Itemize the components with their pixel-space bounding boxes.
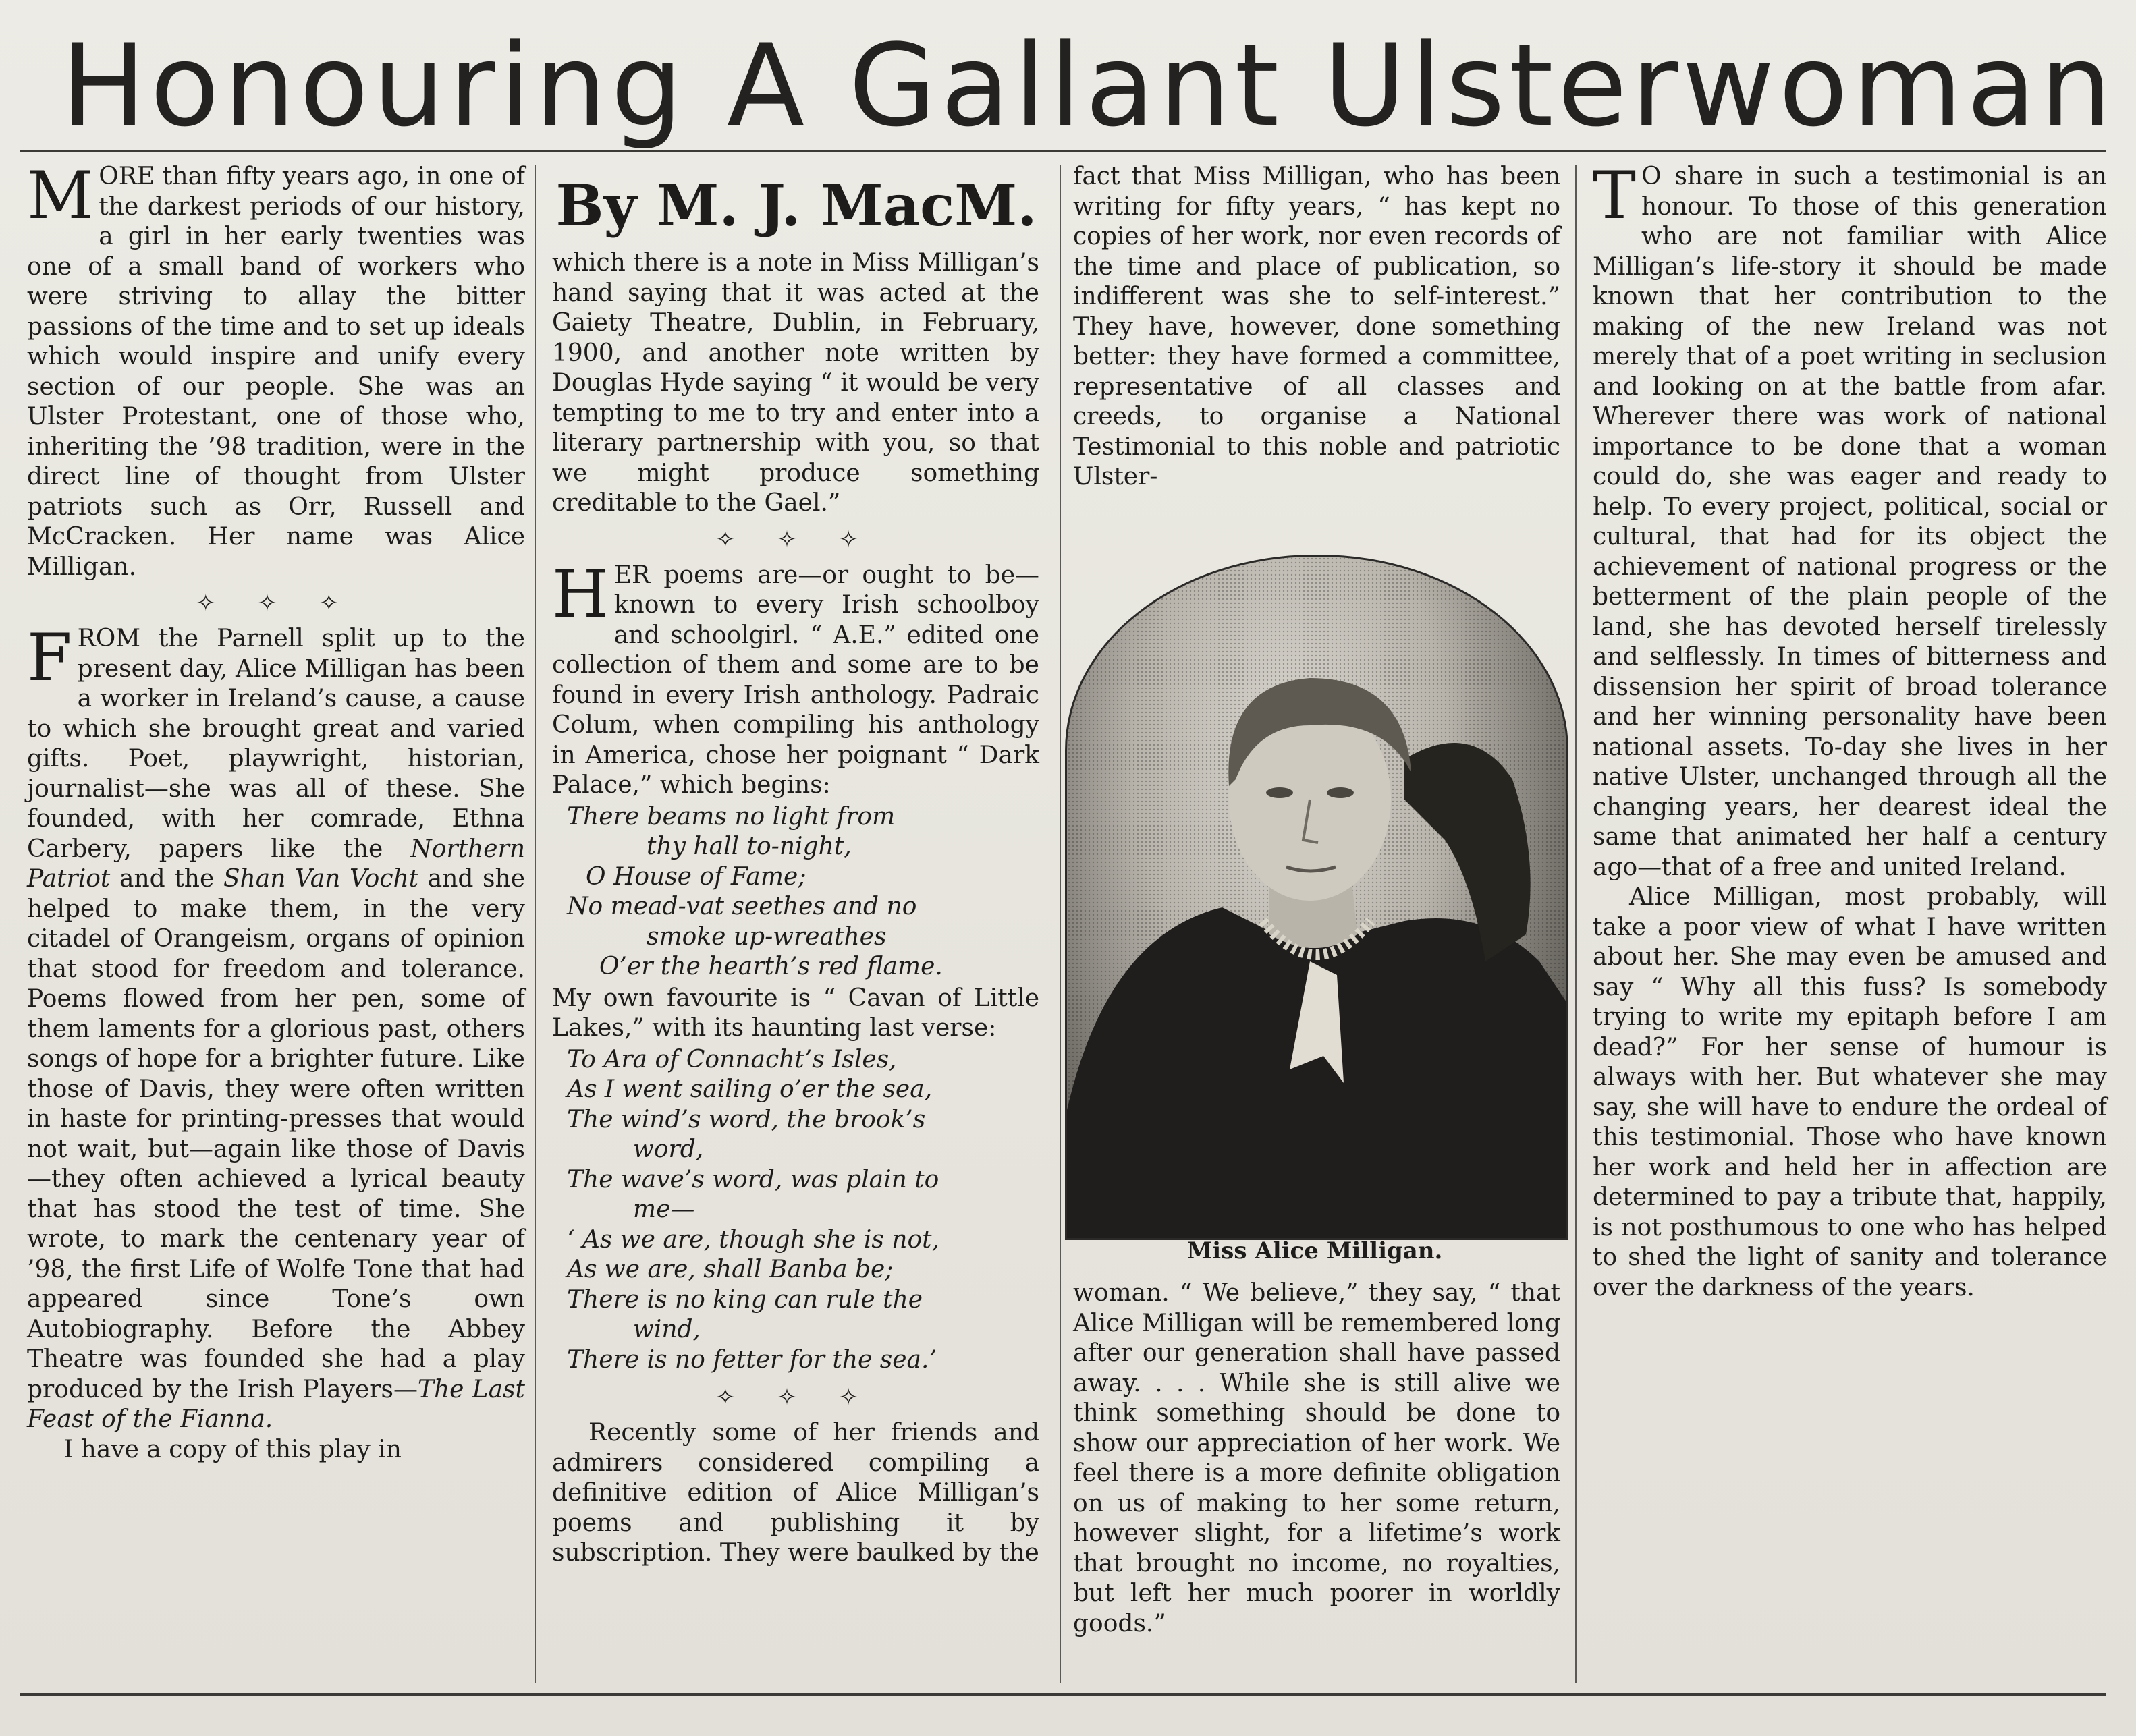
poem-line: ‘ As we are, though she is not, [567,1225,940,1254]
col2-paragraph-3: My own favourite is “ Cavan of Little Lakes,” with its haunting last verse: [552,984,1039,1042]
col1-paragraph-2 [27,620,526,1435]
col2-paragraph-4: Recently some of her friends and admirers considered compiling a definitive edition of Alice Milligan’s poems and publishing it by subscription. They were baulked by the [552,1419,1039,1567]
portrait-illustration [1067,557,1566,1238]
col4-paragraph-1 [1593,158,2107,883]
poem-line: There beams no light from [567,802,896,831]
column-2 [552,248,1039,1569]
col3-paragraph-1: fact that Miss Milligan, who has been writing for fifty years, “ has kept no copies of her work, nor even records of the time and place of publication, so indifferent was she to self-interest.” They have, however, done something better: they have formed a committee, representative of all classes and creeds, to organise a National Testimonial to this noble and patriotic Ulster- [1073,163,1560,491]
byline: By M. J. MacM. [555,172,1037,239]
poem-line: smoke up-wreathes [647,922,887,951]
column-1 [27,158,526,1465]
lead-word: O [1641,163,1662,190]
drop-cap: T [1593,158,1637,233]
column-divider-1 [535,165,536,1683]
photo-caption: Miss Alice Milligan. [1186,1237,1443,1264]
column-divider-3 [1575,165,1577,1683]
poem-line: As we are, shall Banba be; [567,1256,894,1283]
drop-cap: F [27,620,72,696]
headline: Honouring A Gallant Ulsterwoman [61,20,2116,152]
headline-rule [20,150,2106,152]
section-ornament: ✧ ✧ ✧ [715,1384,876,1411]
column-3-bottom [1073,1279,1560,1639]
paragraph-text: than fifty years ago, in one of the darkest periods of our history, a girl in her early twenties was one of a small band of workers who were striving to allay the bitter passions of the time and to set up ideals which would inspire and unify every section of our people. She was an Ulster Protestant, one of those who, inheriting the ’98 tradition, were in the direct line of thought from Ulster patriots such as Orr, Russell and McCracken. Her name was Alice Milligan. [27,163,525,581]
publication-title: Northern Patriot [27,835,525,893]
lead-word: ROM [77,625,141,652]
section-ornament: ✧ ✧ ✧ [196,590,356,617]
lead-word: ER [613,561,651,589]
publication-title: Shan Van Vocht [223,865,419,893]
col1-paragraph-1 [27,158,525,582]
poem-line: There is no king can rule the [567,1285,923,1314]
section-ornament: ✧ ✧ ✧ [715,526,876,553]
poem-line: thy hall to-night, [647,833,852,860]
column-divider-2 [1060,165,1061,1683]
paragraph-text: and she helped to make them, in the very citadel of Orangeism, organs of opinion that stood for freedom and tolerance. Poems flowed from her pen, some of them laments for a glorious past, others songs of hope for a brighter future. Like those of Davis, they were often written in haste for printing-presses that would not wait, but—again like those of Davis—they often achieved a lyrical beauty that has stood the test of time. She wrote, to mark the centenary year of ’98, the first Life of Wolfe Tone that had appeared since Tone’s own Autobiography. Before the Abbey Theatre was founded she had a play produced by the Irish Players— [27,865,526,1403]
bottom-rule [20,1693,2106,1696]
paragraph-text: share in such a testimonial is an honour. To those of this generation who are not familiar with Alice Milligan’s life-story it should be made known that her contribution to the making of the new Ireland was not merely that of a poet writing in seclusion and looking on at the battle from afar. Wherever there was work of national importance to be done that a woman could do, she was eager and ready to help. To every project, political, social or cultural, that had for its object the achievement of national progress or the betterment of the plain people of the land, she has devoted herself tirelessly and selflessly. In times of bitterness and dissension her spirit of broad tolerance and her winning personality have been national assets. To-day she lives in her native Ulster, unchanged through all the changing years, her dearest ideal the same that animated her half a century ago—that of a free and united Ireland. [1593,163,2107,881]
col3-paragraph-2: woman. “ We believe,” they say, “ that Alice Milligan will be remembered long after our generation shall have passed away. . . . While she is still alive we think something should be done to show our appreciation of her work. We feel there is a more definite obligation on us of making to her some return, however slight, for a lifetime’s work that brought no income, no royalties, but left her much poorer in worldly goods.” [1073,1279,1560,1637]
poem-line: O’er the hearth’s red flame. [599,953,943,980]
poem-line: To Ara of Connacht’s Isles, [567,1045,897,1073]
poem-dark-palace [552,802,1039,982]
lead-word: ORE [99,163,155,190]
poem-line: O House of Fame; [586,862,806,891]
col2-paragraph-1: which there is a note in Miss Milligan’s hand saying that it was acted at the Gaiety Theatre, Dublin, in February, 1900, and another note written by Douglas Hyde saying “ it would be very tempting to me to try and enter into a literary partnership with you, so that we might produce something creditable to the Gael.” [552,249,1039,517]
poem-cavan-of-little-lakes [552,1045,1039,1376]
paragraph-text: the Parnell split up to the present day, Alice Milligan has been a worker in Ireland’s cause, a cause to which she brought great and varied gifts. Poet, playwright, historian, journalist—she was all of these. She founded, with her comrade, Ethna Carbery, papers like the [27,625,525,863]
portrait-photo [1065,555,1568,1240]
poem-line: As I went sailing o’er the sea, [567,1075,933,1103]
col2-paragraph-2 [552,556,1039,801]
col4-paragraph-2: Alice Milligan, most probably, will take a poor view of what I have written about her. She may even be amused and say “ Why all this fuss? Is somebody trying to write my epitaph before I am dead?” For her sense of humour is always with her. But whatever she may say, she will have to endure the ordeal of this testimonial. Those who have known her work and held her in affection are determined to pay a tribute that, happily, is not posthumous to one who has helped to shed the light of sanity and tolerance over the darkness of the years. [1593,883,2107,1301]
col1-paragraph-3: I have a copy of this play in [63,1435,402,1463]
column-3-top [1073,162,1560,493]
poem-line: wind, [633,1316,701,1343]
play-title: The Last Feast of the Fianna. [27,1375,525,1433]
column-4 [1593,158,2107,1303]
poem-line: The wind’s word, the brook’s [567,1105,926,1133]
poem-line: The wave’s word, was plain to [567,1165,939,1194]
poem-line: word, [633,1136,704,1163]
poem-line: No mead-vat seethes and no [567,893,917,920]
drop-cap: H [552,556,609,632]
poem-line: me— [633,1196,695,1223]
poem-line: There is no fetter for the sea.’ [567,1345,937,1374]
paragraph-text: and the [110,865,223,893]
drop-cap: M [27,158,94,233]
paragraph-text: poems are—or ought to be—known to every Irish schoolboy and schoolgirl. “ A.E.” edited one collection of them and some are to be found in every Irish anthology. Padraic Colum, when compiling his anthology in America, chose her poignant “ Dark Palace,” which begins: [552,561,1039,799]
